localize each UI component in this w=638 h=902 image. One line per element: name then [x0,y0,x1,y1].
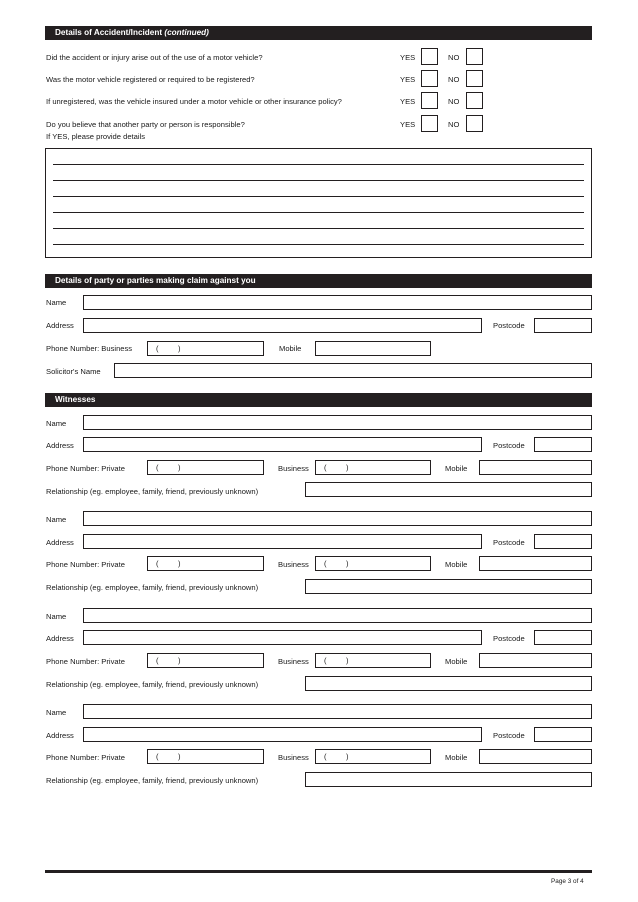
witness-address-field[interactable] [83,630,482,645]
writing-line [53,212,584,213]
witness-name-label: Name [46,612,67,621]
question-motor-vehicle: Did the accident or injury arise out of the use of a motor vehicle? [46,53,263,62]
question-responsible: Do you believe that another party or person is responsible? [46,120,245,129]
area-code-open: ( [324,752,327,761]
footer-rule [45,870,592,873]
witness-private-phone-field[interactable] [147,556,264,571]
party-business-phone-field[interactable] [147,341,264,356]
area-code-close: ) [178,463,181,472]
area-code-open: ( [156,463,159,472]
witness-business-phone-field[interactable] [315,460,431,475]
party-section-header: Details of party or parties making claim against you [45,274,592,288]
no-label: NO [448,75,460,84]
witness-private-phone-field[interactable] [147,460,264,475]
area-code-open: ( [324,463,327,472]
party-postcode-field[interactable] [534,318,592,333]
party-phone-label: Phone Number: Business [46,344,133,353]
area-code-close: ) [346,559,349,568]
details-prompt: If YES, please provide details [46,132,146,141]
details-textarea[interactable] [45,148,592,258]
witness-address-field[interactable] [83,727,482,742]
q2-no-checkbox[interactable] [466,70,483,87]
yes-label: YES [400,120,416,129]
area-code-open: ( [156,656,159,665]
witness-postcode-label: Postcode [493,441,525,450]
witness-address-label: Address [46,731,74,740]
area-code-close: ) [178,752,181,761]
witness-name-label: Name [46,515,67,524]
writing-line [53,244,584,245]
witness-relationship-label: Relationship (eg. employee, family, friend, previously unknown) [46,776,259,785]
area-code-close: ) [178,656,181,665]
writing-line [53,164,584,165]
witness-mobile-field[interactable] [479,653,592,668]
witness-private-phone-field[interactable] [147,749,264,764]
witness-phone-private-label: Phone Number: Private [46,753,125,762]
witness-phone-private-label: Phone Number: Private [46,560,125,569]
question-insured: If unregistered, was the vehicle insured under a motor vehicle or other insurance policy? [46,97,342,106]
witness-mobile-field[interactable] [479,460,592,475]
q4-yes-checkbox[interactable] [421,115,438,132]
accident-header-continued: (continued) [164,28,209,37]
witness-mobile-label: Mobile [445,560,468,569]
page-number: Page 3 of 4 [551,878,584,885]
area-code-open: ( [324,559,327,568]
witness-phone-private-label: Phone Number: Private [46,657,125,666]
yes-label: YES [400,97,416,106]
no-label: NO [448,53,460,62]
witness-postcode-label: Postcode [493,538,525,547]
witness-relationship-field[interactable] [305,579,592,594]
witness-business-label: Business [278,753,309,762]
witness-private-phone-field[interactable] [147,653,264,668]
witness-phone-private-label: Phone Number: Private [46,464,125,473]
writing-line [53,180,584,181]
party-mobile-field[interactable] [315,341,431,356]
area-code-close: ) [346,463,349,472]
witness-name-label: Name [46,708,67,717]
solicitor-label: Solicitor's Name [46,367,101,376]
witness-name-field[interactable] [83,511,592,526]
accident-header-text: Details of Accident/Incident [55,28,165,37]
party-address-field[interactable] [83,318,482,333]
no-label: NO [448,97,460,106]
question-registered: Was the motor vehicle registered or required to be registered? [46,75,255,84]
witness-postcode-field[interactable] [534,727,592,742]
witness-address-field[interactable] [83,437,482,452]
party-name-field[interactable] [83,295,592,310]
area-code-close: ) [178,559,181,568]
witness-business-phone-field[interactable] [315,556,431,571]
witness-relationship-field[interactable] [305,676,592,691]
witness-address-label: Address [46,634,74,643]
witness-name-field[interactable] [83,704,592,719]
witness-name-label: Name [46,419,67,428]
area-code-open: ( [156,344,159,353]
witness-business-label: Business [278,560,309,569]
q1-no-checkbox[interactable] [466,48,483,65]
q3-no-checkbox[interactable] [466,92,483,109]
yes-label: YES [400,75,416,84]
area-code-close: ) [178,344,181,353]
writing-line [53,196,584,197]
party-name-label: Name [46,298,67,307]
witness-mobile-field[interactable] [479,749,592,764]
writing-line [53,228,584,229]
witness-postcode-field[interactable] [534,437,592,452]
witness-business-label: Business [278,657,309,666]
witness-name-field[interactable] [83,608,592,623]
witness-business-phone-field[interactable] [315,653,431,668]
witness-relationship-label: Relationship (eg. employee, family, friend, previously unknown) [46,680,259,689]
witness-relationship-label: Relationship (eg. employee, family, friend, previously unknown) [46,487,259,496]
witness-relationship-field[interactable] [305,772,592,787]
witness-relationship-label: Relationship (eg. employee, family, friend, previously unknown) [46,583,259,592]
area-code-close: ) [346,752,349,761]
witness-postcode-label: Postcode [493,731,525,740]
witness-name-field[interactable] [83,415,592,430]
witness-address-label: Address [46,441,74,450]
witness-postcode-field[interactable] [534,630,592,645]
witness-mobile-label: Mobile [445,464,468,473]
accident-section-header [45,26,592,40]
area-code-open: ( [156,559,159,568]
party-address-label: Address [46,321,74,330]
witness-mobile-field[interactable] [479,556,592,571]
party-postcode-label: Postcode [493,321,525,330]
no-label: NO [448,120,460,129]
witness-address-label: Address [46,538,74,547]
q1-yes-checkbox[interactable] [421,48,438,65]
solicitor-name-field[interactable] [114,363,592,378]
q3-yes-checkbox[interactable] [421,92,438,109]
area-code-open: ( [324,656,327,665]
party-mobile-label: Mobile [279,344,302,353]
witness-postcode-label: Postcode [493,634,525,643]
q4-no-checkbox[interactable] [466,115,483,132]
witness-address-field[interactable] [83,534,482,549]
witness-mobile-label: Mobile [445,657,468,666]
witness-mobile-label: Mobile [445,753,468,762]
yes-label: YES [400,53,416,62]
witnesses-section-header: Witnesses [45,393,592,407]
q2-yes-checkbox[interactable] [421,70,438,87]
witness-relationship-field[interactable] [305,482,592,497]
area-code-close: ) [346,656,349,665]
witness-business-phone-field[interactable] [315,749,431,764]
witness-postcode-field[interactable] [534,534,592,549]
witness-business-label: Business [278,464,309,473]
area-code-open: ( [156,752,159,761]
